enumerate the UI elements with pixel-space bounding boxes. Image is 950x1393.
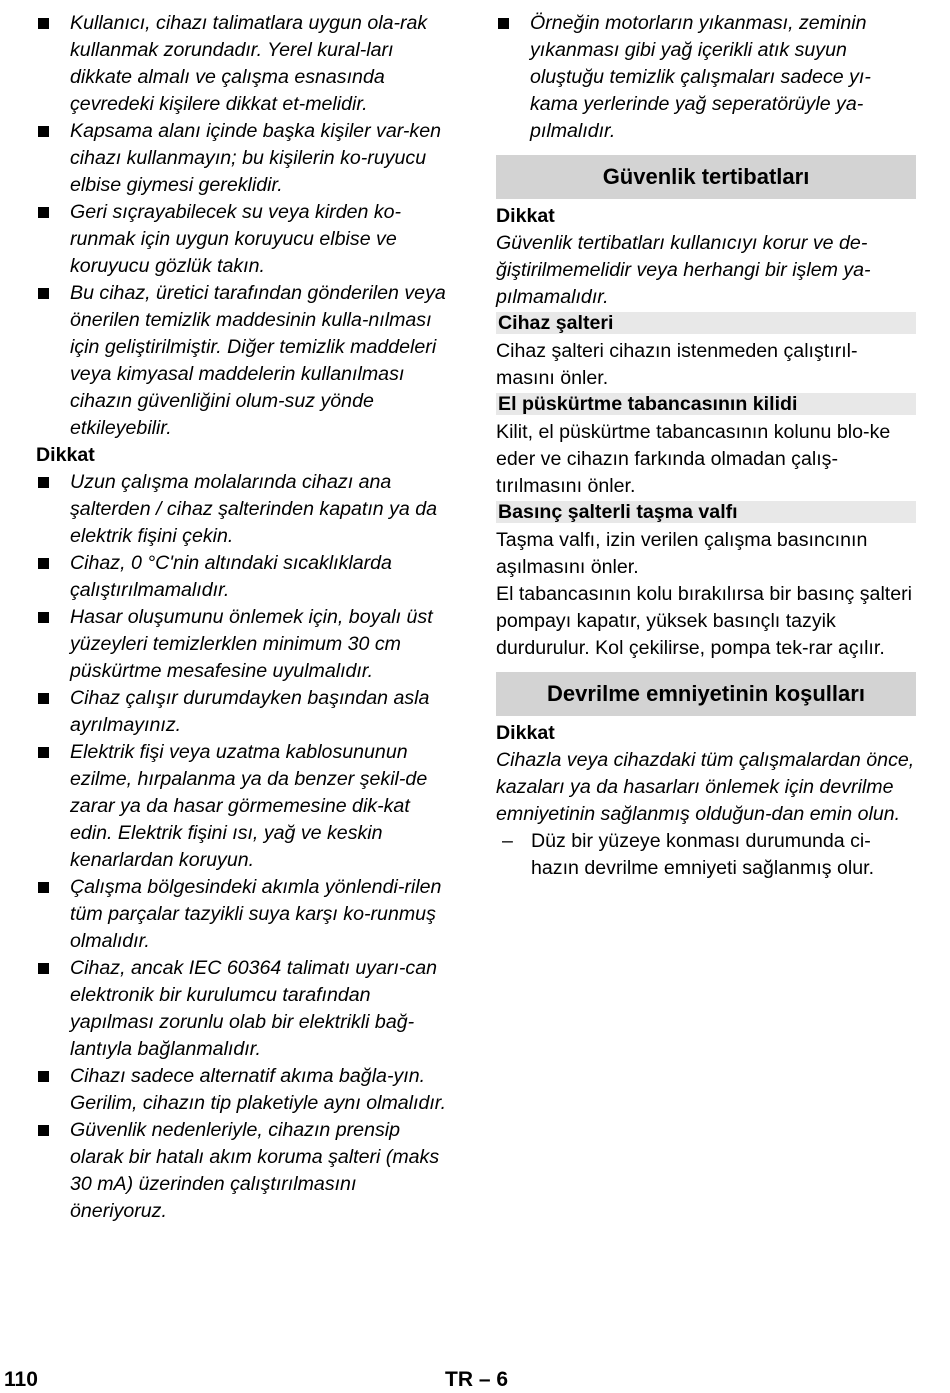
list-item: Hasar oluşumunu önlemek için, boyalı üst yüzeyleri temizlerklen minimum 30 cm püskürtme mesafesine uyulmalıdır. <box>36 604 456 685</box>
list-item: Kapsama alanı içinde başka kişiler var-ken cihazı kullanmayın; bu kişilerin ko-ruyucu elbise giymesi gereklidir. <box>36 118 456 199</box>
list-item: Çalışma bölgesindeki akımla yönlendi-rilen tüm parçalar tazyikli suya karşı ko-runmuş olmalıdır. <box>36 874 456 955</box>
subsection-title-overflow-valve: Basınç şalterli taşma valfı <box>496 501 916 523</box>
right-column <box>496 10 916 882</box>
list-item: Uzun çalışma molalarında cihazı ana şalterden / cihaz şalterinden kapatın ya da elektrik fişini çekin. <box>36 469 456 550</box>
list-item: Cihaz, ancak IEC 60364 talimatı uyarı-can elektronik bir kurulumcu tarafından yapılması zorunlu olab bir elektrikli bağ-lantıyla bağlanmalıdır. <box>36 955 456 1063</box>
page-number: 110 <box>4 1368 38 1391</box>
page-code: TR – 6 <box>445 1368 509 1391</box>
list-item: Örneğin motorların yıkanması, zeminin yıkanması gibi yağ içerikli atık suyun oluştuğu temizlik çalışmaları sadece yı-kama yerlerinde yağ seperatörüyle ya-pılmalıdır. <box>496 10 916 145</box>
list-item: Kullanıcı, cihazı talimatlara uygun ola-rak kullanmak zorundadır. Yerel kural-ları dikkate almalı ve çalışma esnasında çevredeki kişilere dikkat et-melidir. <box>36 10 456 118</box>
tip-stability-text: Cihazla veya cihazdaki tüm çalışmalardan önce, kazaları ya da hasarları önlemek için devrilme emniyetinin sağlanmış olduğun-dan emin olun. <box>496 749 915 825</box>
overflow-valve-text-1: Taşma valfı, izin verilen çalışma basıncının aşılmasını önler. <box>496 529 868 578</box>
caution-label: Dikkat <box>36 444 95 466</box>
gun-lock-text: Kilit, el püskürtme tabancasının kolunu blo-ke eder ve cihazın farkında olmadan çalış-tırılmasını önler. <box>496 421 891 497</box>
list-item: Güvenlik nedenleriyle, cihazın prensip olarak bir hatalı akım koruma şalteri (maks 30 mA) üzerinden çalıştırılmasını öneriyoruz. <box>36 1117 456 1225</box>
caution-label: Dikkat <box>496 722 555 744</box>
safety-list-general <box>36 10 456 442</box>
list-item: Cihazı sadece alternatif akıma bağla-yın. Gerilim, cihazın tip plaketiyle aynı olmalıdır. <box>36 1063 456 1117</box>
overflow-valve-text-2: El tabancasının kolu bırakılırsa bir basınç şalteri pompayı kapatır, yüksek basınçlı tazyik durdurulur. Kol çekilirse, pompa tek-rar açılır. <box>496 583 913 659</box>
section-title-tip-stability: Devrilme emniyetinin koşulları <box>496 672 916 716</box>
left-column <box>36 10 456 1225</box>
list-item: Cihaz çalışır durumdayken başından asla ayrılmayınız. <box>36 685 456 739</box>
section-title-safety-devices: Güvenlik tertibatları <box>496 155 916 199</box>
list-item: Bu cihaz, üretici tarafından gönderilen veya önerilen temizlik maddesinin kulla-nılması için geliştirilmiştir. Diğer temizlik maddeleri veya kimyasal maddelerin kullanılması cihazın güvenliğini olum-suz yönde etkileyebilir. <box>36 280 456 442</box>
safety-devices-text: Güvenlik tertibatları kullanıcıyı korur ve de-ğiştirilmemelidir veya herhangi bir işlem ya-pılmamalıdır. <box>496 232 871 308</box>
subsection-title-device-switch: Cihaz şalteri <box>496 312 916 334</box>
subsection-title-gun-lock: El püskürtme tabancasının kilidi <box>496 393 916 415</box>
list-item: – Düz bir yüzeye konması durumunda ci-hazın devrilme emniyeti sağlanmış olur. <box>496 828 916 882</box>
safety-list-caution <box>36 469 456 1225</box>
list-item: Geri sıçrayabilecek su veya kirden ko-runmak için uygun koruyucu elbise ve koruyucu gözlük takın. <box>36 199 456 280</box>
wastewater-list <box>496 10 916 145</box>
list-item: Cihaz, 0 °C'nin altındaki sıcaklıklarda çalıştırılmamalıdır. <box>36 550 456 604</box>
list-item: Elektrik fişi veya uzatma kablosununun ezilme, hırpalanma ya da benzer şekil-de zarar ya da hasar görmemesine dik-kat edin. Elektrik fişini ısı, yağ ve keskin kenarlardan koruyun. <box>36 739 456 874</box>
device-switch-text: Cihaz şalteri cihazın istenmeden çalıştırıl-masını önler. <box>496 340 858 389</box>
caution-label: Dikkat <box>496 205 555 227</box>
tip-stability-list <box>496 828 916 882</box>
